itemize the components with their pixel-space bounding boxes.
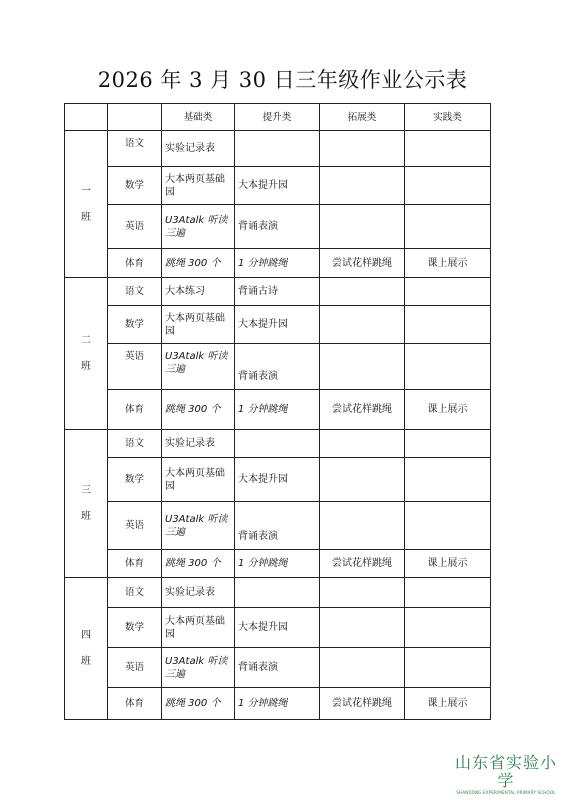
basic-cell: U3Atalk 听读三遍 — [162, 205, 235, 249]
improve-cell: 背诵表演 — [235, 205, 320, 249]
subject-cell: 语文 — [108, 131, 162, 167]
table-row — [65, 344, 491, 390]
header-extend: 拓展类 — [320, 104, 405, 131]
subject-cell: 语文 — [108, 430, 162, 458]
table-row — [65, 502, 491, 550]
extend-cell — [320, 306, 405, 344]
subject-cell: 英语 — [108, 648, 162, 688]
table-row — [65, 430, 491, 458]
basic-cell: U3Atalk 听读三遍 — [162, 502, 235, 550]
table-row — [65, 131, 491, 167]
basic-cell: 大本两页基础园 — [162, 167, 235, 205]
improve-cell: 大本提升园 — [235, 608, 320, 648]
subject-cell: 语文 — [108, 578, 162, 608]
improve-cell: 大本提升园 — [235, 167, 320, 205]
extend-cell: 尝试花样跳绳 — [320, 390, 405, 430]
extend-cell — [320, 167, 405, 205]
basic-cell: 大本练习 — [162, 278, 235, 306]
practice-cell — [405, 458, 491, 502]
practice-cell: 课上展示 — [405, 249, 491, 278]
header-improve: 提升类 — [235, 104, 320, 131]
extend-cell — [320, 430, 405, 458]
subject-cell: 英语 — [108, 502, 162, 550]
practice-cell — [405, 608, 491, 648]
basic-cell: 跳绳 300 个 — [162, 688, 235, 720]
extend-cell — [320, 502, 405, 550]
subject-cell: 数学 — [108, 458, 162, 502]
extend-cell: 尝试花样跳绳 — [320, 550, 405, 578]
improve-cell: 1 分钟跳绳 — [235, 550, 320, 578]
improve-cell: 1 分钟跳绳 — [235, 688, 320, 720]
basic-cell: U3Atalk 听读三遍 — [162, 648, 235, 688]
table-row — [65, 249, 491, 278]
practice-cell: 课上展示 — [405, 390, 491, 430]
class-label: 三 班 — [65, 430, 108, 578]
subject-header-cell — [108, 104, 162, 131]
homework-table — [64, 103, 491, 720]
subject-cell: 体育 — [108, 249, 162, 278]
header-practice: 实践类 — [405, 104, 491, 131]
school-logo-english: SHANDONG EXPERIMENTAL PRIMARY SCHOOL — [456, 790, 556, 795]
practice-cell — [405, 278, 491, 306]
extend-cell — [320, 648, 405, 688]
table-row — [65, 390, 491, 430]
practice-cell — [405, 306, 491, 344]
extend-cell — [320, 458, 405, 502]
corner-cell — [65, 104, 108, 131]
table-row — [65, 648, 491, 688]
extend-cell — [320, 608, 405, 648]
practice-cell — [405, 502, 491, 550]
table-row — [65, 306, 491, 344]
class-label: 一 班 — [65, 131, 108, 278]
subject-cell: 英语 — [108, 344, 162, 390]
extend-cell: 尝试花样跳绳 — [320, 249, 405, 278]
practice-cell — [405, 205, 491, 249]
practice-cell — [405, 344, 491, 390]
subject-cell: 体育 — [108, 550, 162, 578]
table-row — [65, 578, 491, 608]
table-row — [65, 167, 491, 205]
header-basic: 基础类 — [162, 104, 235, 131]
basic-cell: 实验记录表 — [162, 430, 235, 458]
extend-cell — [320, 344, 405, 390]
basic-cell: 跳绳 300 个 — [162, 550, 235, 578]
basic-cell: 大本两页基础园 — [162, 608, 235, 648]
subject-cell: 体育 — [108, 688, 162, 720]
extend-cell — [320, 578, 405, 608]
basic-cell: 实验记录表 — [162, 131, 235, 167]
improve-cell: 1 分钟跳绳 — [235, 249, 320, 278]
improve-cell: 1 分钟跳绳 — [235, 390, 320, 430]
basic-cell: 跳绳 300 个 — [162, 390, 235, 430]
extend-cell — [320, 131, 405, 167]
table-row — [65, 205, 491, 249]
extend-cell — [320, 278, 405, 306]
subject-cell: 体育 — [108, 390, 162, 430]
extend-cell: 尝试花样跳绳 — [320, 688, 405, 720]
table-row — [65, 458, 491, 502]
improve-cell — [235, 131, 320, 167]
school-logo — [453, 754, 559, 796]
extend-cell — [320, 205, 405, 249]
subject-cell: 数学 — [108, 167, 162, 205]
class-label: 二 班 — [65, 278, 108, 430]
subject-cell: 数学 — [108, 608, 162, 648]
improve-cell — [235, 430, 320, 458]
practice-cell — [405, 167, 491, 205]
subject-cell: 英语 — [108, 205, 162, 249]
basic-cell: 跳绳 300 个 — [162, 249, 235, 278]
improve-cell: 背诵表演 — [235, 648, 320, 688]
table-row — [65, 550, 491, 578]
subject-cell: 语文 — [108, 278, 162, 306]
practice-cell: 课上展示 — [405, 688, 491, 720]
table-row — [65, 608, 491, 648]
improve-cell: 背诵表演 — [235, 502, 320, 550]
practice-cell: 课上展示 — [405, 550, 491, 578]
class-label: 四 班 — [65, 578, 108, 720]
basic-cell: U3Atalk 听读三遍 — [162, 344, 235, 390]
improve-cell: 背诵古诗 — [235, 278, 320, 306]
table-row — [65, 278, 491, 306]
table-row — [65, 688, 491, 720]
school-logo-name: 山东省实验小学 — [454, 753, 557, 790]
subject-cell: 数学 — [108, 306, 162, 344]
practice-cell — [405, 648, 491, 688]
basic-cell: 实验记录表 — [162, 578, 235, 608]
header-row — [65, 104, 491, 131]
improve-cell — [235, 578, 320, 608]
practice-cell — [405, 430, 491, 458]
improve-cell: 大本提升园 — [235, 458, 320, 502]
improve-cell: 大本提升园 — [235, 306, 320, 344]
basic-cell: 大本两页基础园 — [162, 458, 235, 502]
page-title: 2026 年 3 月 30 日三年级作业公示表 — [97, 68, 468, 92]
practice-cell — [405, 578, 491, 608]
improve-cell: 背诵表演 — [235, 344, 320, 390]
practice-cell — [405, 131, 491, 167]
basic-cell: 大本两页基础园 — [162, 306, 235, 344]
